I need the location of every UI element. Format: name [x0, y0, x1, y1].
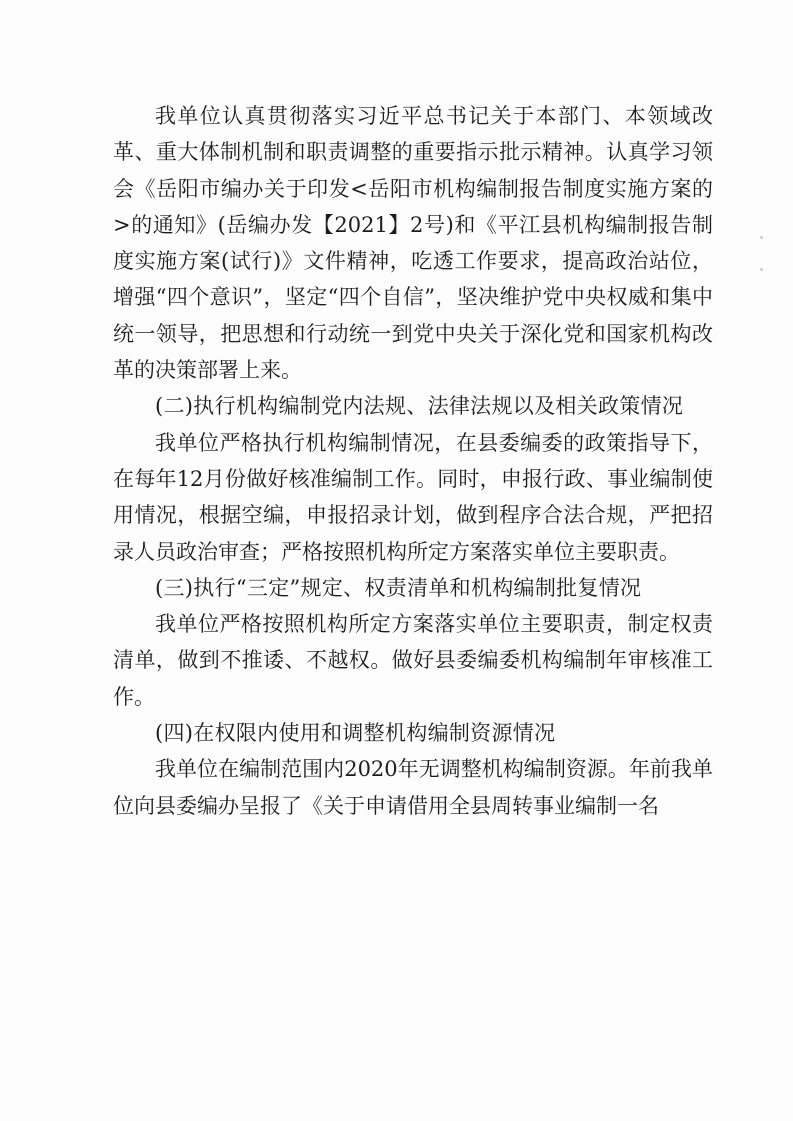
scan-speck	[760, 236, 763, 239]
section-heading-4: (四)在权限内使用和调整机构编制资源情况	[155, 721, 556, 746]
section-heading-2: (二)执行机构编制党内法规、法律法规以及相关政策情况	[155, 394, 684, 419]
paragraph-regulations: 我单位严格执行机构编制情况，在县委编委的政策指导下，在每年12月份做好核准编制工作。同时，申报行政、事业编制使用情况，根据空编，申报招录计划，做到程序合法合规，严把招录人员政治审查；严格按照机构所定方案落实单位主要职责。	[113, 430, 713, 564]
document-body	[113, 98, 713, 824]
paragraph-implementation: 我单位认真贯彻落实习近平总书记关于本部门、本领域改革、重大体制机制和职责调整的重要指示批示精神。认真学习领会《岳阳市编办关于印发<岳阳市机构编制报告制度实施方案的>的通知》(岳编办发【2021】2号)和《平江县机构编制报告制度实施方案(试行)》文件精神，吃透工作要求，提高政治站位，增强“四个意识”，坚定“四个自信”，坚决维护党中央权威和集中统一领导，把思想和行动统一到党中央关于深化党和国家机构改革的决策部署上来。	[113, 104, 713, 383]
paragraph-responsibilities: 我单位严格按照机构所定方案落实单位主要职责，制定权责清单，做到不推诿、不越权。做好县委编委机构编制年审核准工作。	[113, 612, 713, 709]
paragraph-resources: 我单位在编制范围内2020年无调整机构编制资源。年前我单位向县委编办呈报了《关于申请借用全县周转事业编制一名	[113, 757, 713, 818]
scan-speck	[760, 268, 763, 271]
section-heading-3: (三)执行“三定”规定、权责清单和机构编制批复情况	[155, 575, 642, 600]
